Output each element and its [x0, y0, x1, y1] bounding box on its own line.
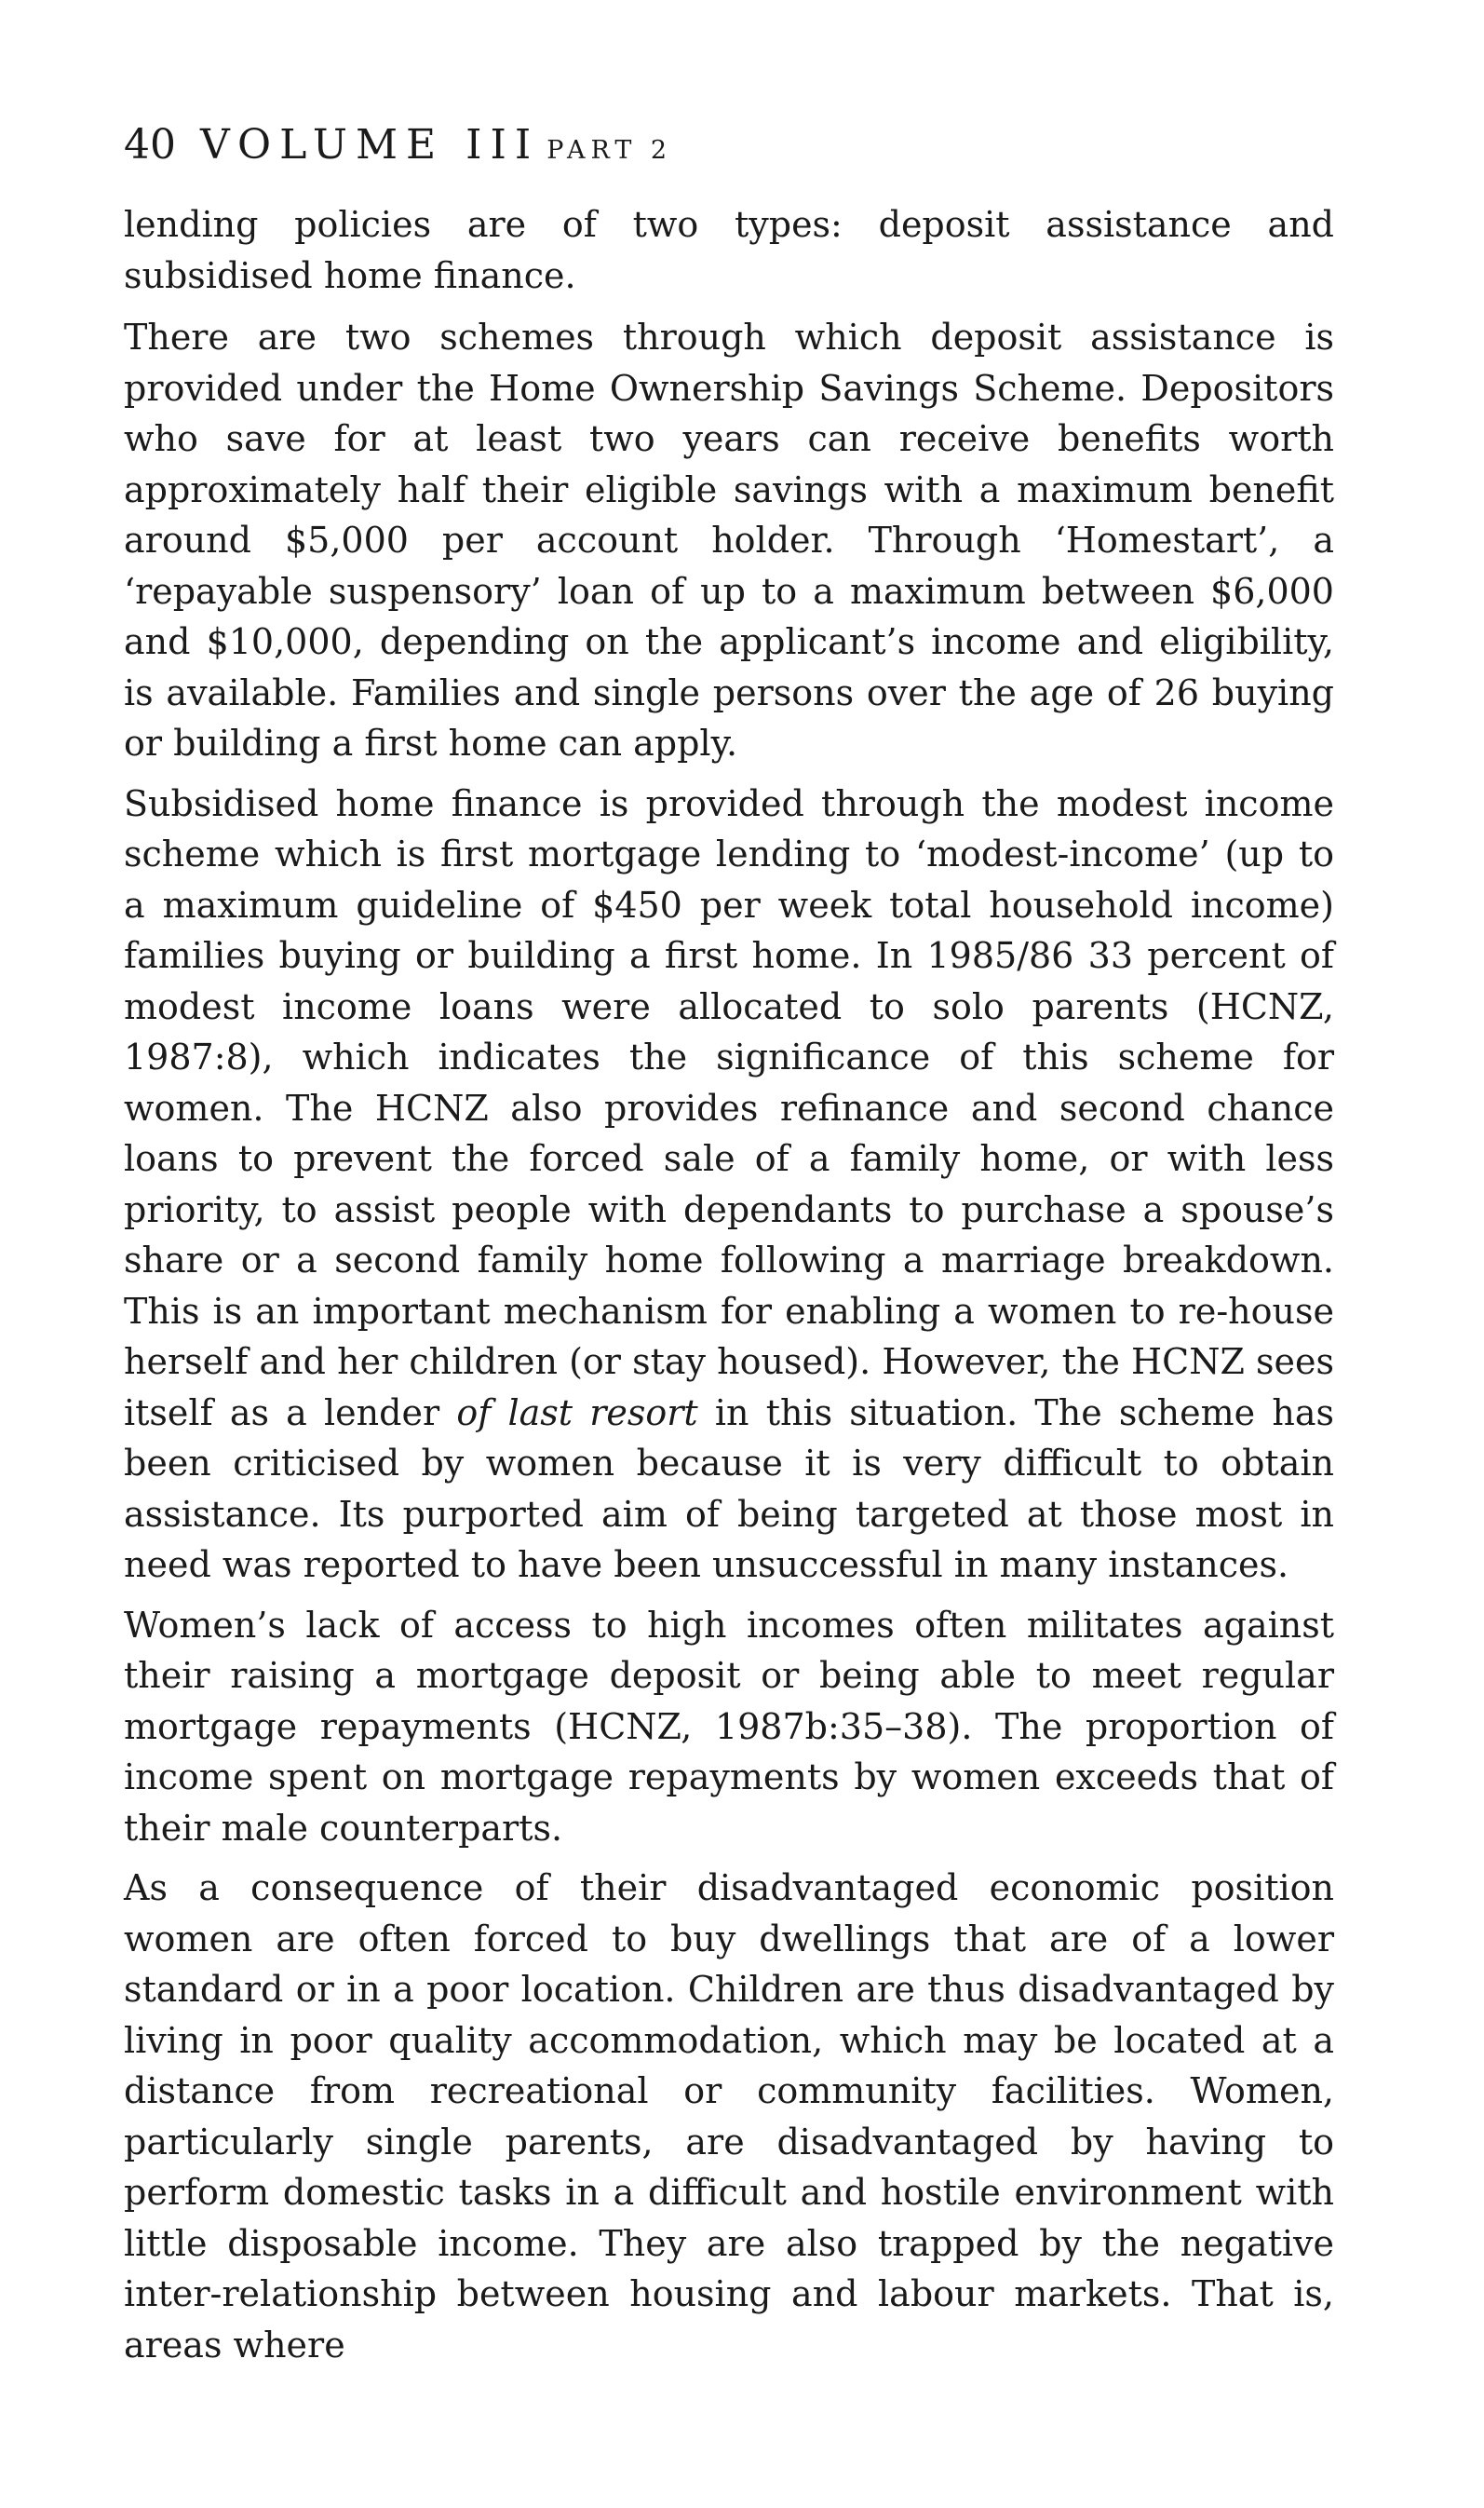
page-number: 40 — [124, 121, 176, 169]
paragraph-3-text-after: in this situation. The scheme has been criticised by women because it is very difficult to obtain assistance. Its purported aim of being targeted at those most in need was reported to have been unsuccessful in many instances. — [124, 1391, 1334, 1585]
emphasis-last-resort: of last resort — [456, 1391, 698, 1433]
paragraph-3 — [124, 779, 1334, 1591]
paragraph-1: lending policies are of two types: deposit assistance and subsidised home finance. — [124, 204, 1334, 296]
body-text — [124, 199, 1334, 2379]
running-header — [124, 119, 672, 177]
paragraph-2: There are two schemes through which deposit assistance is provided under the Home Ownership Savings Scheme. Depositors who save for at least two years can receive benefits worth approximately half their eligible savings with a maximum benefit around $5,000 per account holder. Through ‘Homestart’, a ‘repayable suspensory’ loan of up to a maximum between $6,000 and $10,000, depending on the applicant’s income and eligibility, is available. Families and single persons over the age of 26 buying or building a first home can apply. — [124, 317, 1334, 764]
paragraph-4: Women’s lack of access to high incomes often militates against their raising a mortgage deposit or being able to meet regular mortgage repayments (HCNZ, 1987b:35–38). The proportion of income spent on mortgage repayments by women exceeds that of their male counterparts. — [124, 1604, 1334, 1849]
paragraph-3-text-before: Subsidised home finance is provided through the modest income scheme which is first mortgage lending to ‘modest-income’ (up to a maximum guideline of $450 per week total household income) families buying or building a first home. In 1985/86 33 percent of modest income loans were allocated to solo parents (HCNZ, 1987:8), which indicates the significance of this scheme for women. The HCNZ also provides refinance and second chance loans to prevent the forced sale of a family home, or with less priority, to assist people with dependants to purchase a spouse’s share or a second family home following a marriage breakdown. This is an important mechanism for enabling a women to re-house herself and her children (or stay housed). However, the HCNZ sees itself as a lender — [124, 782, 1334, 1433]
paragraph-5: As a consequence of their disadvantaged economic position women are often forced to buy dwellings that are of a lower standard or in a poor location. Children are thus disadvantaged by living in poor quality accommodation, which may be located at a distance from recreational or community facilities. Women, particularly single parents, are disadvantaged by having to perform domestic tasks in a difficult and hostile environment with little disposable income. They are also trapped by the negative inter-relationship between housing and labour markets. That is, areas where — [124, 1867, 1334, 2366]
volume-label: VOLUME III — [200, 121, 540, 169]
part-label: PART 2 — [546, 136, 673, 165]
